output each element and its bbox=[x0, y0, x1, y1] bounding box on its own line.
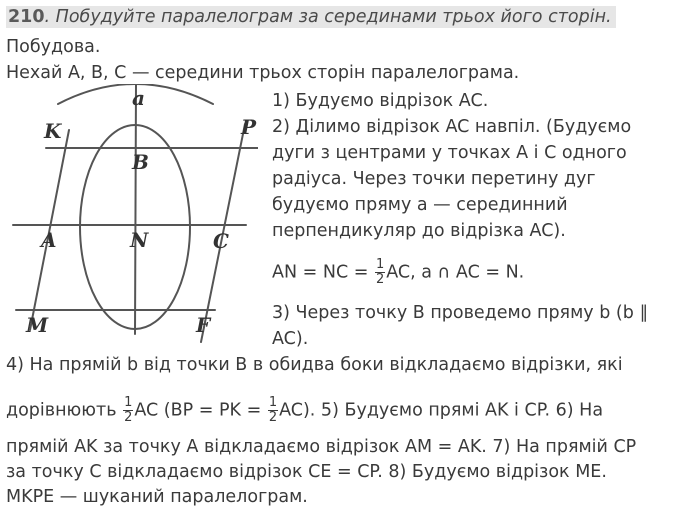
step-4-line-4: за точку C відкладаємо відрізок CE = CP. 8) Будуємо відрізок ME. bbox=[6, 462, 607, 482]
parallelogram-figure bbox=[8, 84, 258, 352]
fraction-denominator: 2 bbox=[124, 410, 133, 425]
label-P: P bbox=[241, 115, 257, 139]
intro-line: Нехай A, B, C — середини трьох сторін паралелограма. bbox=[6, 63, 520, 83]
label-A: A bbox=[41, 228, 57, 252]
step-2-line-5: перпендикуляр до відрізка AC). bbox=[272, 221, 566, 241]
equation-left: AN = NC = bbox=[272, 262, 374, 283]
equation-line bbox=[272, 258, 524, 287]
label-F: F bbox=[196, 313, 211, 337]
step-4-line-5: MKPE — шуканий паралелограм. bbox=[6, 487, 308, 507]
step-4-line-2-part-b: AC (BP = PK = bbox=[134, 400, 267, 421]
step-4-line-2-part-a: дорівнюють bbox=[6, 400, 123, 421]
equation-right: AC, a ∩ AC = N. bbox=[386, 262, 525, 283]
fraction-numerator: 1 bbox=[375, 257, 385, 272]
step-2-line-4: будуємо пряму a — серединний bbox=[272, 195, 568, 215]
task-number: 210 bbox=[8, 7, 45, 27]
step-2-line-2: дуги з центрами у точках A і C одного bbox=[272, 143, 627, 163]
step-3-line-2: AC). bbox=[272, 329, 309, 349]
label-a: a bbox=[132, 86, 145, 110]
label-C: C bbox=[213, 229, 229, 253]
label-N: N bbox=[130, 228, 149, 252]
step-2-line-3: радіуса. Через точки перетину дуг bbox=[272, 169, 596, 189]
step-3-line-1: 3) Через точку B проведемо пряму b (b ∥ bbox=[272, 303, 649, 323]
task-header bbox=[6, 6, 616, 28]
step-4-line-1: 4) На прямій b від точки B в обидва боки відкладаємо відрізки, які bbox=[6, 355, 623, 375]
step-2-line-1: 2) Ділимо відрізок AC навпіл. (Будуємо bbox=[272, 117, 632, 137]
fraction-one-half-a bbox=[123, 396, 133, 425]
fraction-denominator: 2 bbox=[375, 272, 385, 287]
label-K: K bbox=[44, 119, 62, 143]
step-4-line-2 bbox=[6, 396, 603, 425]
task-title: . Побудуйте паралелограм за серединами трьох його сторін. bbox=[44, 7, 612, 27]
label-M: M bbox=[26, 313, 49, 337]
fraction-one-half-b bbox=[268, 396, 278, 425]
line-a bbox=[135, 84, 136, 334]
fraction-denominator: 2 bbox=[268, 410, 278, 425]
step-4-line-2-part-c: AC). 5) Будуємо прямі AK і CP. 6) На bbox=[279, 400, 604, 421]
construction-heading: Побудова. bbox=[6, 37, 101, 57]
step-1: 1) Будуємо відрізок AC. bbox=[272, 91, 489, 111]
fraction-numerator: 1 bbox=[124, 395, 133, 410]
fraction-one-half bbox=[375, 258, 385, 287]
step-4-line-3: прямій AK за точку A відкладаємо відрізок AM = AK. 7) На прямій CP bbox=[6, 437, 637, 457]
label-B: B bbox=[132, 150, 149, 174]
fraction-numerator: 1 bbox=[268, 395, 278, 410]
